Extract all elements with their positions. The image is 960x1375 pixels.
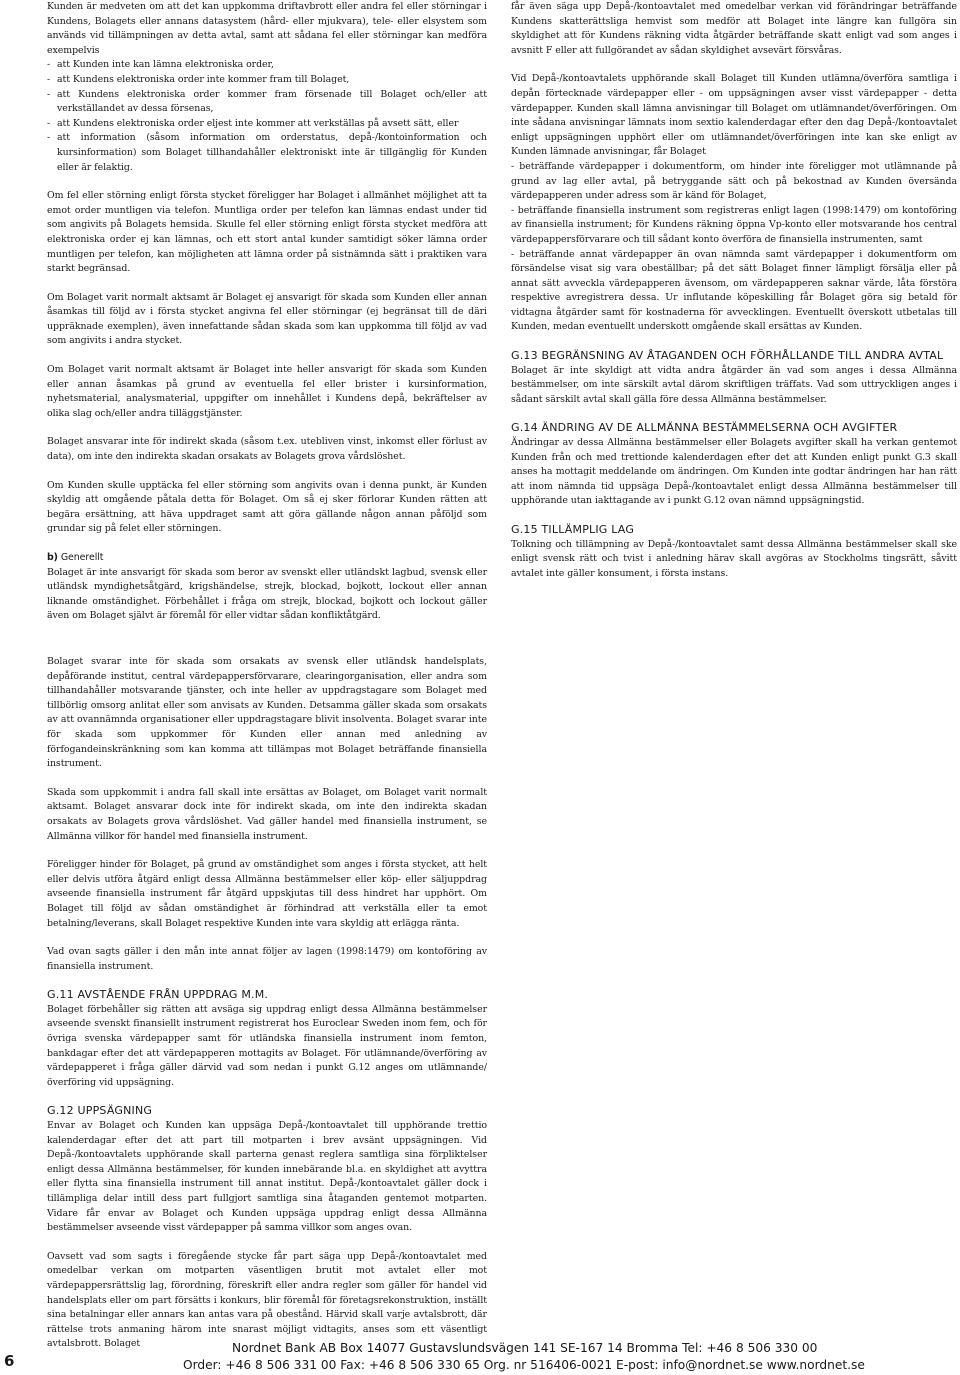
left-column-lower bbox=[47, 655, 487, 1352]
subheading-b bbox=[47, 551, 487, 566]
bullet-item: - att information (såsom information om orderstatus, depå-/kontoinformation och kursinformation) som Bolaget tillhandahåller elektroniskt inte är tillgänglig för Kunden eller är felaktig. bbox=[47, 131, 487, 175]
section-heading-g13: G.13 BEGRÄNSNING AV ÅTAGANDEN OCH FÖRHÅLLANDE TILL ANDRA AVTAL bbox=[511, 349, 944, 363]
paragraph: Om Bolaget varit normalt aktsamt är Bolaget inte heller ansvarigt för skada som Kunden eller annan åsamkas på grund av eventuella fel eller brister i kursinformation, nyhetsmaterial, analysmaterial, uppgifter om innehållet i Kundens depå, bekräftelser av olika slag och/eller andra tilläggstjänster. bbox=[47, 364, 487, 419]
bullet-item: - att Kundens elektroniska order eljest inte kommer att verkställas på avsett sätt, eller bbox=[47, 117, 487, 132]
paragraph: Föreligger hinder för Bolaget, på grund av omständighet som anges i första stycket, att helt eller delvis utföra åtgärd enligt dessa Allmänna bestämmelser eller köp- eller säljuppdrag avseende finansiella instrument får åtgärd uppskjutas till dess hindret har upphört. Om Bolaget till följd av sådan omständighet är förhindrad att verkställa eller ta emot betalning/leverans, skall Bolaget respektive Kunden inte vara skyldig att erlägga ränta. bbox=[47, 859, 487, 929]
section-heading-g12: G.12 UPPSÄGNING bbox=[47, 1104, 153, 1118]
paragraph: Ändringar av dessa Allmänna bestämmelser eller Bolagets avgifter skall ha verkan gentemot Kunden från och med trettionde kalenderdagen efter det att Kunden enligt punkt G.3 skall anses ha mottagit meddelande om ändringen. Om Kunden inte godtar ändringen har han rätt att inom nämnda tid uppsäga Depå-/kontoavtalet enligt dessa Allmänna bestämmelser till upphörande utan iakttagande av i punkt G.12 ovan nämnd uppsägningstid. bbox=[511, 437, 957, 507]
instruction-list bbox=[511, 160, 957, 335]
left-column bbox=[47, 0, 487, 638]
paragraph: Envar av Bolaget och Kunden kan uppsäga Depå-/kontoavtalet till upphörande trettio kalenderdagar efter det att part till motparten i brev avsänt uppsägningen. Vid Depå-/kontoavtalets upphörande skall parterna genast reglera samtliga sina förpliktelser enligt dessa Allmänna bestämmelser, för kunden innebärande bl.a. en skyldighet att avyttra eller flytta sina finansiella instrument till annat institut. Depå-/kontoavtalet gäller dock i tillämpliga delar intill dess part fullgjort samtliga sina åtaganden gentemot motparten. Vidare får envar av Bolaget och Kunden uppsäga uppdrag enligt dessa Allmänna bestämmelser avseende visst värdepapper på samma villkor som anges ovan. bbox=[47, 1120, 487, 1234]
section-heading-g15: G.15 TILLÄMPLIG LAG bbox=[511, 523, 635, 536]
list-item: - beträffande värdepapper i dokumentform, om hinder inte föreligger mot utlämnande på grund av lag eller avtal, på betryggande sätt och på bekostnad av Kunden översända värdepapperen under adress som är känd för Bolaget, bbox=[511, 160, 957, 202]
paragraph: Bolaget är inte ansvarigt för skada som beror av svenskt eller utländskt lagbud, svensk eller utländsk myndighetsåtgärd, krigshändelse, strejk, blockad, bojkott, lockout eller annan liknande omständighet. Förbehållet i fråga om strejk, blockad, bojkott och lockout gäller även om Bolaget självt är föremål för eller vidtar sådan konfliktåtgärd. bbox=[47, 566, 487, 622]
footer-address: Nordnet Bank AB Box 14077 Gustavslundsvägen 141 SE-167 14 Bromma Tel: +46 8 506 330 00 bbox=[232, 1341, 818, 1355]
subheading-letter: b) bbox=[47, 552, 58, 563]
bullet-item: - att Kunden inte kan lämna elektroniska order, bbox=[47, 58, 487, 73]
paragraph: Bolaget svarar inte för skada som orsakats av svensk eller utländsk handelsplats, depåförande institut, central värdepappersförvarare, clearingorganisation, eller andra som tillhandahåller motsvarande tjänster, och inte heller av uppdragstagare som Bolaget med tillbörlig omsorg anlitat eller som anvisats av Kunden. Detsamma gäller skada som orsakats av att ovannämnda organisationer eller uppdragstagare blivit insolventa. Bolaget svarar inte för skada som uppkommer för Kunden eller annan med anledning av förfogandeinskränkning som kan komma att tillämpas mot Bolaget beträffande finansiella instrument. bbox=[47, 656, 487, 770]
paragraph: får även säga upp Depå-/kontoavtalet med omedelbar verkan vid förändringar beträffande Kundens skatterättsliga hemvist som medför att Bolaget inte längre kan fullgöra sin skyldighet att för Kundens räkning vidta åtgärder beträffande skatt enligt vad som anges i avsnitt F eller att fullgörandet av sådan skyldighet avsevärt försvåras. bbox=[511, 1, 957, 56]
paragraph: Bolaget ansvarar inte för indirekt skada (såsom t.ex. utebliven vinst, inkomst eller förlust av data), om inte den indirekta skadan orsakats av Bolagets grova vårdslöshet. bbox=[47, 436, 487, 463]
page-number: 6 bbox=[4, 1352, 15, 1370]
right-column bbox=[511, 0, 957, 595]
subheading-title: Generellt bbox=[60, 552, 104, 563]
bullet-item: - att Kundens elektroniska order kommer fram försenade till Bolaget och/eller att verkställandet av dessa försenas, bbox=[47, 88, 487, 117]
paragraph: Om Bolaget varit normalt aktsamt är Bolaget ej ansvarigt för skada som Kunden eller annan åsamkas till följd av i första stycket angivna fel eller störningar (ej begränsat till de däri uppräknade exemplen), även innefattande sådan skada som kan uppkomma till följd av vad som angivits i andra stycket. bbox=[47, 291, 487, 347]
bullet-list bbox=[47, 58, 487, 175]
paragraph: Skada som uppkommit i andra fall skall inte ersättas av Bolaget, om Bolaget varit normalt aktsamt. Bolaget ansvarar dock inte för indirekt skada, om inte den indirekta skadan orsakats av Bolagets grova vårdslöshet. Vad gäller handel med finansiella instrument, se Allmänna villkor för handel med finansiella instrument. bbox=[47, 786, 487, 842]
footer-contact: Order: +46 8 506 331 00 Fax: +46 8 506 330 65 Org. nr 516406-0021 E-post: info@nordnet.se www.nordnet.se bbox=[183, 1358, 865, 1372]
paragraph: Kunden är medveten om att det kan uppkomma driftavbrott eller andra fel eller störningar i Kundens, Bolagets eller annans datasystem (hård- eller mjukvara), tele- eller elsystem som används vid tillämpningen av detta avtal, samt att sådana fel eller störningar kan medföra exempelvis bbox=[47, 1, 487, 56]
page-footer bbox=[0, 1338, 960, 1375]
paragraph: Om fel eller störning enligt första stycket föreligger har Bolaget i allmänhet möjlighet att ta emot order muntligen via telefon. Muntliga order per telefon kan lämnas endast under tid som angivits på Bolagets hemsida. Skulle fel eller störning enligt första stycket medföra att elektroniska order ej kan lämnas, och ett stort antal kunder samtidigt söker lämna order muntligen per telefon, kan möjligheten att lämna order på sistnämnda sätt i praktiken vara starkt begränsad. bbox=[47, 190, 487, 275]
paragraph: Bolaget är inte skyldigt att vidta andra åtgärder än vad som anges i dessa Allmänna bestämmelser, om inte särskilt avtal därom skriftligen träffats. Vad som uttryckligen anges i sådant särskilt avtal skall gälla före dessa Allmänna bestämmelser. bbox=[511, 364, 957, 405]
paragraph: Vid Depå-/kontoavtalets upphörande skall Bolaget till Kunden utlämna/överföra samtliga i depån förtecknade värdepapper eller - om uppsägningen avser visst värdepapper - detta värdepapper. Kunden skall lämna anvisningar till Bolaget om utlämnandet/överföringen. Om inte sådana anvisningar lämnats inom sextio kalenderdagar efter den dag Depå-/kontoavtalet enligt uppsägningen upphört eller om utlämnandet/överföringen inte kan ske enligt av Kunden lämnade anvisningar, får Bolaget bbox=[511, 73, 957, 158]
list-item: - beträffande annat värdepapper än ovan nämnda samt värdepapper i dokumentform om försändelse visat sig vara obeställbar; på det sätt Bolaget finner lämpligt försälja eller på annat sätt avveckla värdepapperen ävensom, om värdepapperen saknar värde, låta förstöra respektive avregistrera dessa. Ur influtande köpeskilling får Bolaget göra sig betald för vidtagna åtgärder samt för kostnaderna för avvecklingen. Eventuellt överskott utbetalas till Kunden, medan eventuellt underskott omgående skall ersättas av Kunden. bbox=[511, 248, 957, 333]
section-heading-g14: G.14 ÄNDRING AV DE ALLMÄNNA BESTÄMMELSERNA OCH AVGIFTER bbox=[511, 421, 898, 435]
bullet-item: - att Kundens elektroniska order inte kommer fram till Bolaget, bbox=[47, 73, 487, 88]
paragraph: Tolkning och tillämpning av Depå-/kontoavtalet samt dessa Allmänna bestämmelser skall ske enligt svensk rätt och tvist i anledning härav skall avgöras av Stockholms tingsrätt, såvitt avtalet inte gäller konsument, i första instans. bbox=[511, 538, 957, 579]
paragraph: Vad ovan sagts gäller i den mån inte annat följer av lagen (1998:1479) om kontoföring av finansiella instrument. bbox=[47, 946, 487, 972]
section-heading-g11: G.11 AVSTÅENDE FRÅN UPPDRAG M.M. bbox=[47, 988, 269, 1002]
paragraph: Om Kunden skulle upptäcka fel eller störning som angivits ovan i denna punkt, är Kunden skyldig att omgående påtala detta för Bolaget. Om så ej sker förlorar Kunden rätten att begära ersättning, att häva uppdraget samt att göra gällande någon annan påföljd som grundar sig på felet eller störningen. bbox=[47, 479, 487, 535]
paragraph: Bolaget förbehåller sig rätten att avsäga sig uppdrag enligt dessa Allmänna bestämmelser avseende svenskt finansiellt instrument registrerat hos Euroclear Sweden inom fem, och för övriga svenska värdepapper samt för utländska finansiella instrument inom femton, bankdagar efter det att värdepapperen mottagits av Bolaget. För utlämnande/överföring av värdepapperet i fråga gäller därvid vad som nedan i punkt G.12 anges om utlämnande/överföring vid uppsägning. bbox=[47, 1003, 487, 1088]
list-item: - beträffande finansiella instrument som registreras enligt lagen (1998:1479) om kontoföring av finansiella instrument; för Kundens räkning öppna Vp-konto eller motsvarande hos central värdepappersförvarare och till sådant konto överföra de finansiella instrumenten, samt bbox=[511, 204, 957, 245]
paragraph: Oavsett vad som sagts i föregående stycke får part säga upp Depå-/kontoavtalet med omedelbar verkan om motparten väsentligen brutit mot avtalet eller mot värdepappersrättslig lag, förordning, föreskrift eller andra regler som gäller för handel vid handelsplats eller om part försätts i konkurs, blir föremål för företagsrekonstruktion, inställt sina betalningar eller annars kan antas vara på obestånd. Härvid skall varje avtalsbrott, där rättelse trots anmaning härom inte snarast möjligt vidtagits, anses som ett väsentligt avtalsbrott. Bolaget bbox=[47, 1250, 487, 1350]
